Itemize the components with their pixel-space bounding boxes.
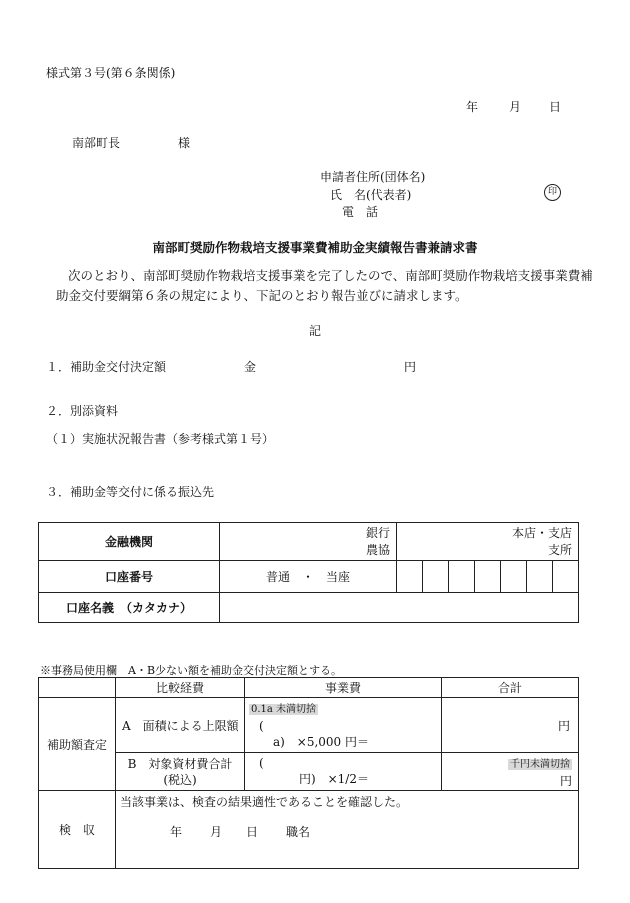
bank-label: 金融機関	[39, 523, 220, 561]
item2-sub: （１）実施状況報告書（参考様式第１号）	[46, 432, 275, 446]
rowB-label-tax: (税込)	[163, 772, 197, 787]
account-digit-cell[interactable]	[527, 561, 553, 593]
insp-title: 職名	[286, 825, 311, 839]
applicant-phone-label: 電 話	[342, 205, 379, 219]
account-digit-cell[interactable]	[423, 561, 449, 593]
col-total-header: 合計	[442, 678, 579, 698]
rowB-yen: 円	[559, 773, 572, 788]
rowA-rounding-note: 0.1a 未満切捨	[251, 704, 317, 715]
rowA-label: A 面積による上限額	[116, 698, 245, 753]
account-digit-cell[interactable]	[397, 561, 423, 593]
rowB-rounding-note: 千円未満切捨	[510, 758, 570, 770]
branch-label: 本店・支店	[511, 525, 572, 540]
col-project-header: 事業費	[245, 678, 442, 698]
date-month-label: 月	[509, 100, 522, 114]
item2-label: ２．別添資料	[46, 404, 119, 418]
office-note: ※事務局使用欄 A・B少ない額を補助金交付決定額とする。	[40, 664, 343, 677]
inspection-text: 当該事業は、検査の結果適性であることを確認した。	[120, 795, 409, 809]
item3-label: ３．補助金等交付に係る振込先	[46, 485, 215, 499]
account-holder-cell[interactable]	[220, 593, 579, 623]
addressee: 南部町長	[72, 136, 121, 150]
rowA-total-cell[interactable]	[442, 698, 579, 753]
account-number-label: 口座番号	[39, 561, 220, 593]
form-number: 様式第３号(第６条関係)	[46, 66, 176, 80]
assessment-label: 補助額査定	[39, 698, 116, 791]
applicant-address-label: 申請者住所(団体名)	[320, 170, 426, 184]
rowB-formula-cell[interactable]	[245, 753, 442, 791]
rowB-open-paren: (	[259, 756, 264, 770]
rowA-formula: a) ×5,000 円＝	[272, 735, 369, 749]
rowA-yen: 円	[557, 718, 570, 733]
bank-table	[38, 522, 579, 623]
account-digit-cell[interactable]	[449, 561, 475, 593]
item1-yen: 円	[404, 360, 417, 374]
office-table	[38, 677, 579, 869]
bank-label-ginko: 銀行	[365, 525, 390, 540]
account-digit-cell[interactable]	[501, 561, 527, 593]
insp-month: 月	[210, 825, 223, 839]
rowA-formula-cell[interactable]	[245, 698, 442, 753]
account-digit-cell[interactable]	[475, 561, 501, 593]
rowB-formula: 円) ×1/2＝	[298, 772, 369, 786]
insp-day: 日	[246, 825, 259, 839]
inspection-label: 検 収	[39, 791, 116, 869]
item1-label: １．補助金交付決定額	[46, 360, 167, 374]
item1-kin: 金	[244, 360, 257, 374]
honorific: 様	[178, 136, 191, 150]
insp-year: 年	[170, 825, 183, 839]
inspection-cell[interactable]	[116, 791, 579, 869]
branch-cell[interactable]	[397, 523, 579, 561]
col-compare-header: 比較経費	[116, 678, 245, 698]
shisho-label: 支所	[547, 542, 572, 557]
ki-label: 記	[309, 324, 322, 338]
body-paragraph: 次のとおり、南部町奨励作物栽培支援事業を完了したので、南部町奨励作物栽培支援事業費補助金交付要綱第６条の規定により、下記のとおり報告並びに請求します。	[56, 268, 593, 303]
bank-name-cell[interactable]	[220, 523, 397, 561]
seal-mark: 印	[544, 184, 561, 201]
rowB-label: B 対象資材費合計	[127, 756, 233, 771]
account-holder-label: 口座名義 （カタカナ）	[39, 593, 220, 623]
applicant-name-label: 氏 名(代表者)	[330, 188, 412, 202]
date-day-label: 日	[549, 100, 562, 114]
corner-cell	[39, 678, 116, 698]
rowB-total-cell[interactable]	[442, 753, 579, 791]
document-title: 南部町奨励作物栽培支援事業費補助金実績報告書兼請求書	[152, 240, 478, 255]
rowA-open-paren: (	[259, 719, 264, 733]
date-year-label: 年	[466, 100, 479, 114]
account-digit-cell[interactable]	[553, 561, 579, 593]
bank-label-nokyo: 農協	[365, 542, 390, 557]
account-type-cell[interactable]: 普通 ・ 当座	[220, 561, 397, 593]
rowB-label-cell	[116, 753, 245, 791]
